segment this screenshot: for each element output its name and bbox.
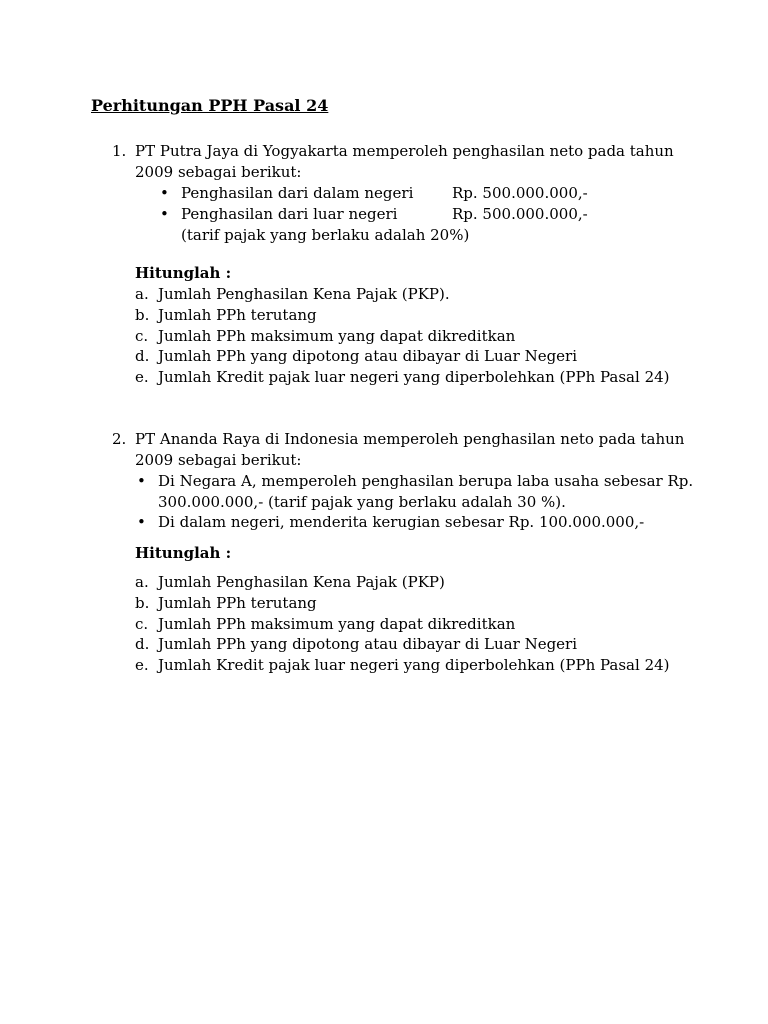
q1-item2-bullet: •: [160, 205, 169, 223]
q1-tax-note: (tarif pajak yang berlaku adalah 20%): [181, 226, 470, 244]
q1-task-e-letter: e.: [135, 368, 149, 386]
q1-item2-label: Penghasilan dari luar negeri: [181, 205, 398, 223]
q1-task-a-letter: a.: [135, 285, 149, 303]
q1-task-c-letter: c.: [135, 327, 149, 345]
q2-intro-line2: 2009 sebagai berikut:: [135, 451, 302, 469]
q1-item1-amount: Rp. 500.000.000,-: [452, 184, 588, 202]
q2-task-b-letter: b.: [135, 594, 150, 612]
q2-task-c-text: Jumlah PPh maksimum yang dapat dikreditkan: [158, 615, 516, 633]
q2-hitunglah-heading: Hitunglah :: [135, 544, 232, 562]
q2-task-a-letter: a.: [135, 573, 149, 591]
q1-task-c-text: Jumlah PPh maksimum yang dapat dikreditkan: [158, 327, 516, 345]
q2-task-d-letter: d.: [135, 635, 150, 653]
q2-bullet1-line1: Di Negara A, memperoleh penghasilan berupa laba usaha sebesar Rp.: [158, 472, 694, 490]
q2-bullet1-bullet: •: [137, 472, 146, 490]
q2-task-e-text: Jumlah Kredit pajak luar negeri yang diperbolehkan (PPh Pasal 24): [158, 656, 670, 674]
q1-task-d-text: Jumlah PPh yang dipotong atau dibayar di Luar Negeri: [158, 347, 578, 365]
q1-task-d-letter: d.: [135, 347, 150, 365]
q2-bullet2-text: Di dalam negeri, menderita kerugian sebesar Rp. 100.000.000,-: [158, 513, 645, 531]
q2-bullet2-bullet: •: [137, 513, 146, 531]
q2-number: 2.: [112, 430, 127, 448]
document-title: Perhitungan PPH Pasal 24: [91, 96, 329, 115]
q1-item1-bullet: •: [160, 184, 169, 202]
q2-task-d-text: Jumlah PPh yang dipotong atau dibayar di Luar Negeri: [158, 635, 578, 653]
q1-task-b-text: Jumlah PPh terutang: [158, 306, 317, 324]
q1-item1-label: Penghasilan dari dalam negeri: [181, 184, 414, 202]
q1-intro-line2: 2009 sebagai berikut:: [135, 163, 302, 181]
q1-hitunglah-heading: Hitunglah :: [135, 264, 232, 282]
q2-task-e-letter: e.: [135, 656, 149, 674]
q2-task-c-letter: c.: [135, 615, 149, 633]
q1-task-a-text: Jumlah Penghasilan Kena Pajak (PKP).: [158, 285, 450, 303]
q2-intro-line1: PT Ananda Raya di Indonesia memperoleh penghasilan neto pada tahun: [135, 430, 685, 448]
q1-task-b-letter: b.: [135, 306, 150, 324]
q2-task-a-text: Jumlah Penghasilan Kena Pajak (PKP): [158, 573, 445, 591]
q1-task-e-text: Jumlah Kredit pajak luar negeri yang diperbolehkan (PPh Pasal 24): [158, 368, 670, 386]
q1-item2-amount: Rp. 500.000.000,-: [452, 205, 588, 223]
q1-number: 1.: [112, 142, 127, 160]
q2-task-b-text: Jumlah PPh terutang: [158, 594, 317, 612]
q1-intro-line1: PT Putra Jaya di Yogyakarta memperoleh penghasilan neto pada tahun: [135, 142, 674, 160]
q2-bullet1-line2: 300.000.000,- (tarif pajak yang berlaku adalah 30 %).: [158, 493, 566, 511]
